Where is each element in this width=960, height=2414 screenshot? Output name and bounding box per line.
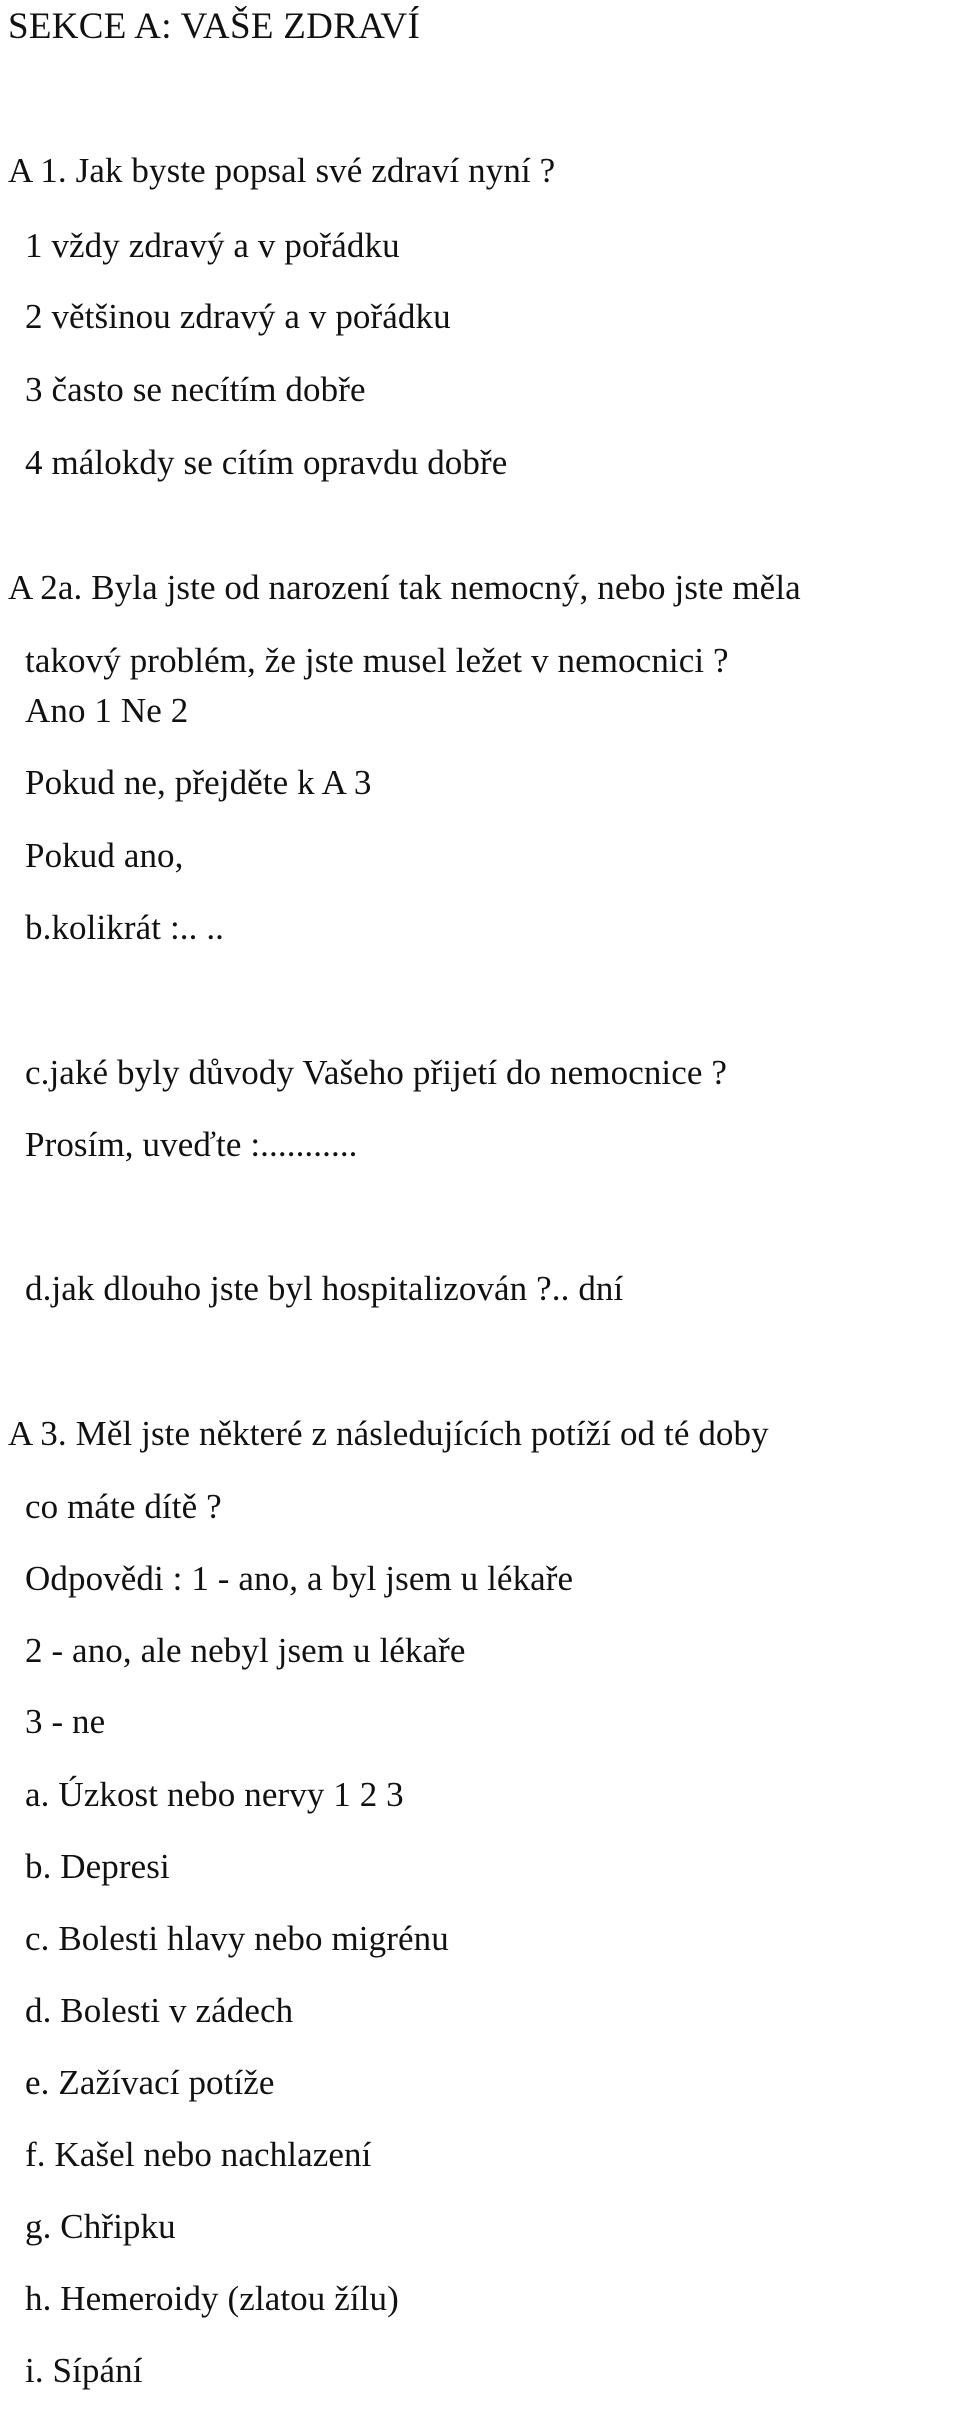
- a3-item-d: d. Bolesti v zádech: [25, 1991, 294, 2030]
- question-a3-line-1: A 3. Měl jste některé z následujících potíží od té doby: [8, 1414, 769, 1453]
- a1-option-3: 3 často se necítím dobře: [25, 370, 366, 409]
- a3-item-e: e. Zažívací potíže: [25, 2063, 275, 2102]
- a1-option-1: 1 vždy zdravý a v pořádku: [25, 226, 400, 265]
- a3-item-g: g. Chřipku: [25, 2207, 176, 2246]
- question-a1: A 1. Jak byste popsal své zdraví nyní ?: [8, 151, 556, 190]
- a3-item-h: h. Hemeroidy (zlatou žílu): [25, 2279, 399, 2318]
- section-title: SEKCE A: VAŠE ZDRAVÍ: [8, 6, 421, 47]
- a2-if-no: Pokud ne, přejděte k A 3: [25, 763, 372, 802]
- a3-answers-line-3: 3 - ne: [25, 1702, 106, 1741]
- a3-answers-line-1: Odpovědi : 1 - ano, a byl jsem u lékaře: [25, 1559, 574, 1598]
- a1-option-4: 4 málokdy se cítím opravdu dobře: [25, 443, 508, 482]
- a3-item-b: b. Depresi: [25, 1847, 170, 1886]
- a3-item-f: f. Kašel nebo nachlazení: [25, 2135, 372, 2174]
- a2-c-prompt: Prosím, uveďte :...........: [25, 1125, 358, 1164]
- a3-answers-line-2: 2 - ano, ale nebyl jsem u lékaře: [25, 1631, 466, 1670]
- a2-answer-options: Ano 1 Ne 2: [25, 691, 189, 730]
- a2-if-yes: Pokud ano,: [25, 836, 184, 875]
- question-a3-line-2: co máte dítě ?: [25, 1487, 222, 1526]
- a3-item-a: a. Úzkost nebo nervy 1 2 3: [25, 1775, 404, 1814]
- a2-d-duration: d.jak dlouho jste byl hospitalizován ?.. dní: [25, 1269, 624, 1308]
- a2-c-reasons: c.jaké byly důvody Vašeho přijetí do nemocnice ?: [25, 1053, 728, 1092]
- a2-b-how-many-times: b.kolikrát :.. ..: [25, 908, 225, 947]
- a3-item-c: c. Bolesti hlavy nebo migrénu: [25, 1919, 449, 1958]
- question-a2-line-1: A 2a. Byla jste od narození tak nemocný, nebo jste měla: [8, 568, 801, 607]
- question-a2-line-2: takový problém, že jste musel ležet v nemocnici ?: [25, 641, 729, 680]
- a1-option-2: 2 většinou zdravý a v pořádku: [25, 297, 451, 336]
- a3-item-i: i. Sípání: [25, 2351, 143, 2390]
